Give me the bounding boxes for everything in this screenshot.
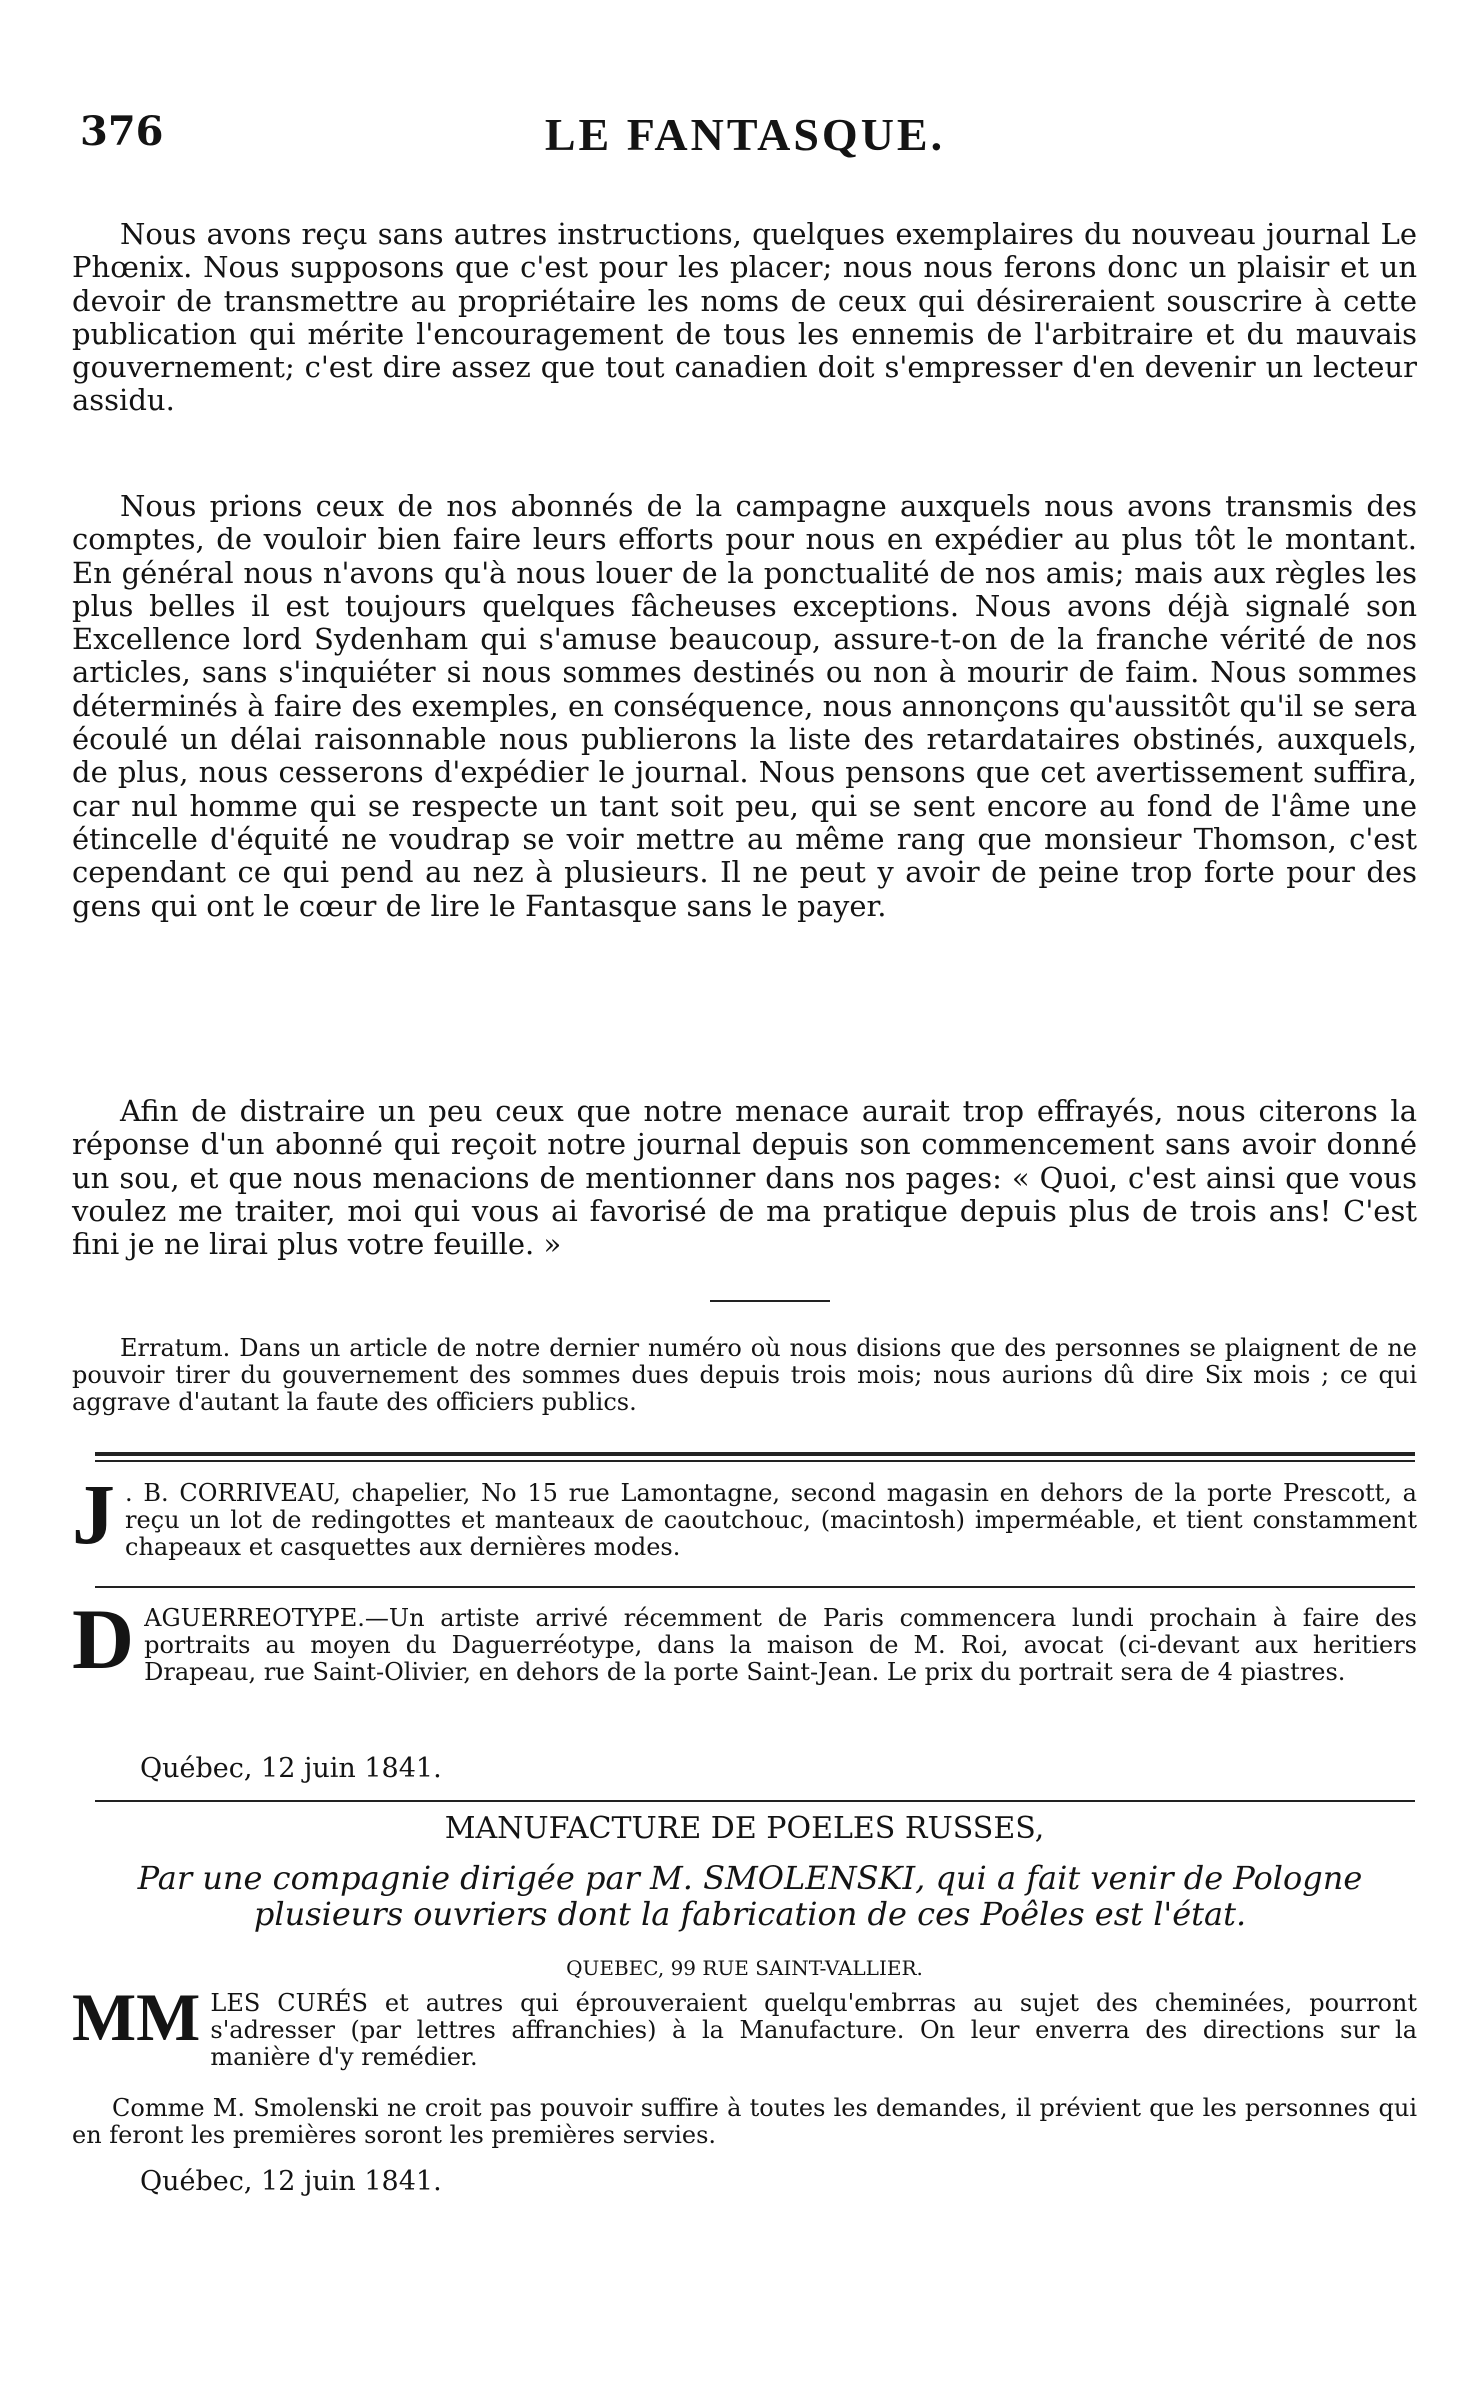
ad-daguerreotype-text: AGUERREOTYPE.—Un artiste arrivé récemment de Paris commencera lundi prochain à faire des portraits au moyen du Daguerréotype, dans la maison de M. Roi, avocat (ci-devant aux heritiers Drapeau, rue Saint-Olivier, en dehors de la porte Saint-Jean. Le prix du portrait sera de 4 piastres. (144, 1604, 1417, 1686)
dropcap-j: J (72, 1466, 115, 1562)
article-abonnes: Nous prions ceux de nos abonnés de la campagne auxquels nous avons transmis des comptes, de vouloir bien faire leurs efforts pour nous en expédier au plus tôt le montant. En général nous n'avons qu'à nous louer de la ponctualité de nos amis; mais aux règles les plus belles il est toujours quelques fâcheuses exceptions. Nous avons déjà signalé son Excellence lord Sydenham qui s'amuse beaucoup, assure-t-on de la franche vérité de nos articles, sans s'inquiéter si nous sommes destinés ou non à mourir de faim. Nous sommes déterminés à faire des exemples, en conséquence, nous annonçons qu'aussitôt qu'il se sera écoulé un délai raisonnable nous publierons la liste des retardataires obstinés, auxquels, de plus, nous cesserons d'expédier le journal. Nous pensons que cet avertissement suffira, car nul homme qui se respecte un tant soit peu, qui se sent encore au fond de l'âme une étincelle d'équité ne voudrap se voir mettre au même rang que monsieur Thomson, c'est cependant ce qui pend au nez à plusieurs. Il ne peut y avoir de peine trop forte pour des gens qui ont le cœur de lire le Fantasque sans le payer. (72, 489, 1417, 923)
article-distraire: Afin de distraire un peu ceux que notre menace aurait trop effrayés, nous citerons la réponse d'un abonné qui reçoit notre journal depuis son commencement sans avoir donné un sou, et que nous menacions de mentionner dans nos pages: « Quoi, c'est ainsi que vous voulez me traiter, moi qui vous ai favorisé de ma pratique depuis plus de trois ans! C'est fini je ne lirai plus votre feuille. » (72, 1094, 1417, 1262)
ad-separator-1 (95, 1586, 1415, 1588)
daguerreotype-dateline: Québec, 12 juin 1841. (140, 1753, 442, 1784)
article-phoenix: Nous avons reçu sans autres instructions, quelques exemplaires du nouveau journal Le Phœnix. Nous supposons que c'est pour les placer; nous nous ferons donc un plaisir et un devoir de transmettre au propriétaire les noms de ceux qui désireraient souscrire à cette publication qui mérite l'encouragement de tous les ennemis de l'arbitraire et du mauvais gouvernement; c'est dire assez que tout canadien doit s'empresser d'en devenir un lecteur assidu. (72, 217, 1417, 418)
ad-corriveau-text: . B. CORRIVEAU, chapelier, No 15 rue Lamontagne, second magasin en dehors de la porte Prescott, a reçu un lot de redingottes et manteaux de caoutchouc, (macintosh) imperméable, et tient constamment chapeaux et casquettes aux dernières modes. (125, 1479, 1417, 1561)
double-rule-top (95, 1452, 1415, 1456)
erratum: Erratum. Dans un article de notre dernier numéro où nous disions que des personnes se plaignent de ne pouvoir tirer du gouvernement des sommes dues depuis trois mois; nous aurions dû dire Six mois ; ce qui aggrave d'autant la faute des officiers publics. (72, 1334, 1417, 1416)
ad-poeles-body (72, 1979, 1417, 2071)
ad-daguerreotype (72, 1591, 1417, 1687)
double-rule-bottom (95, 1460, 1415, 1462)
page-title: LE FANTASQUE. (544, 109, 946, 160)
dropcap-mm: MM (72, 1979, 201, 2055)
poeles-body-text: LES CURÉS et autres qui éprouveraient quelqu'embrras au sujet des cheminées, pourront s'adresser (par lettres affranchies) à la Manufacture. On leur enverra des directions sur la manière d'y remédier. (210, 1989, 1417, 2071)
poeles-subheading: Par une compagnie dirigée par M. SMOLENSKI, qui a fait venir de Pologne plusieurs ouvriers dont la fabrication de ces Poêles est l'état. (137, 1859, 1363, 1933)
page-number: 376 (80, 108, 164, 155)
separator-short (710, 1300, 830, 1302)
page-header (80, 108, 1410, 168)
dropcap-d: D (72, 1591, 135, 1687)
poeles-heading: MANUFACTURE DE POELES RUSSES, (444, 1811, 1045, 1846)
ad-separator-2 (95, 1800, 1415, 1802)
poeles-address: QUEBEC, 99 RUE SAINT-VALLIER. (566, 1956, 923, 1980)
poeles-note: Comme M. Smolenski ne croit pas pouvoir suffire à toutes les demandes, il prévient que les personnes qui en feront les premières soront les premières servies. (72, 2094, 1417, 2149)
ad-corriveau (72, 1466, 1417, 1562)
poeles-dateline: Québec, 12 juin 1841. (140, 2166, 442, 2197)
